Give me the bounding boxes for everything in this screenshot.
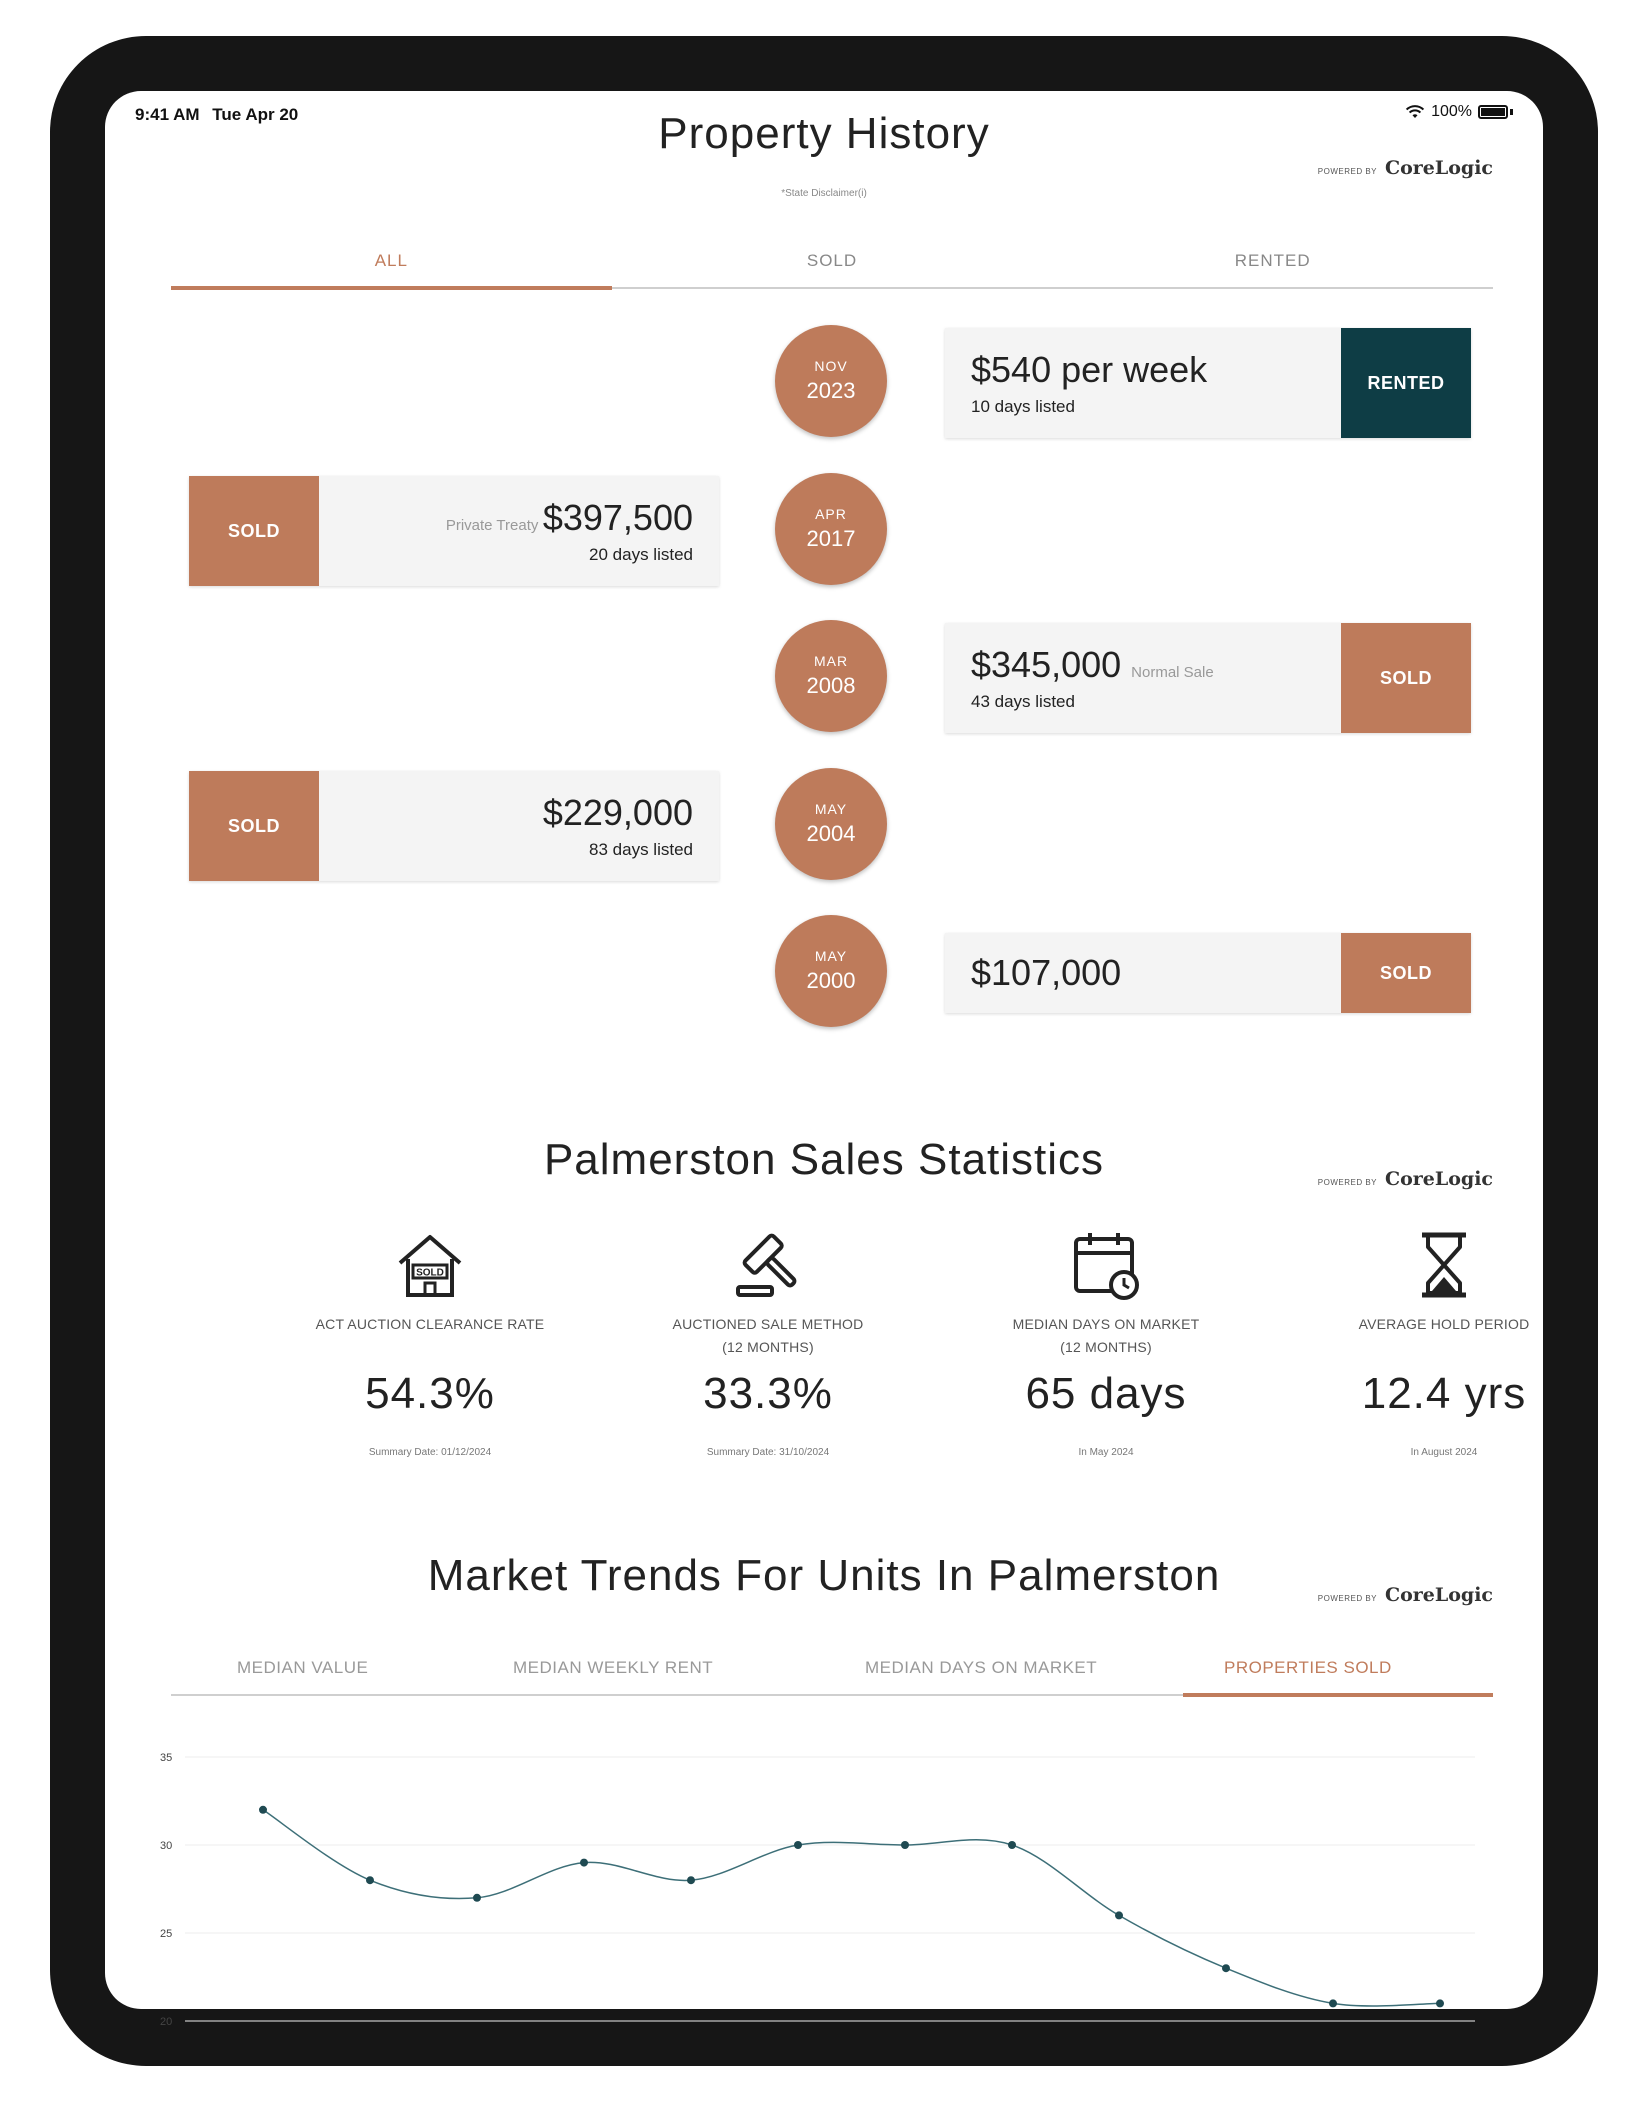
rented-badge: RENTED xyxy=(1341,328,1471,438)
calendar-clock-icon xyxy=(1070,1229,1142,1301)
tab-rented[interactable]: RENTED xyxy=(1234,251,1311,270)
data-point[interactable] xyxy=(1115,1911,1123,1919)
history-tabs xyxy=(171,251,1493,289)
market-section-title: Market Trends For Units In Palmerston xyxy=(427,1551,1221,1600)
data-point[interactable] xyxy=(1436,1999,1444,2007)
battery-percent: 100% xyxy=(1431,103,1472,120)
corelogic-logo: POWERED BY CoreLogic xyxy=(1317,1584,1493,1606)
history-price: $397,500 xyxy=(542,497,693,538)
history-card-rented[interactable] xyxy=(945,328,1471,438)
history-card-sold[interactable] xyxy=(189,476,719,586)
stat-label: MEDIAN DAYS ON MARKET (12 MONTHS) xyxy=(1012,1316,1200,1355)
tab-all[interactable]: ALL xyxy=(171,251,612,287)
y-tick-label: 25 xyxy=(160,1928,173,1940)
data-point[interactable] xyxy=(1222,1964,1230,1972)
stats-section-title: Palmerston Sales Statistics xyxy=(543,1135,1105,1184)
data-point[interactable] xyxy=(1008,1841,1016,1849)
stat-note: In August 2024 xyxy=(1410,1447,1478,1458)
y-tick-label: 20 xyxy=(160,2016,173,2028)
data-point[interactable] xyxy=(259,1806,267,1814)
hourglass-icon xyxy=(1408,1229,1480,1301)
device-screen xyxy=(105,91,1543,2028)
timeline-date-circle: NOV 2023 xyxy=(775,325,887,437)
timeline-date-circle: APR 2017 xyxy=(775,473,887,585)
corelogic-logo: POWERED BY CoreLogic xyxy=(1317,157,1493,179)
data-point[interactable] xyxy=(580,1859,588,1867)
history-card-sold[interactable] xyxy=(189,771,719,881)
active-tab-indicator xyxy=(1183,1693,1493,1697)
history-price: $229,000 xyxy=(542,792,693,833)
page-title: Property History xyxy=(658,109,990,158)
stat-note: Summary Date: 31/10/2024 xyxy=(706,1447,830,1458)
tab-properties-sold[interactable]: PROPERTIES SOLD xyxy=(1224,1658,1392,1677)
sale-method: Normal Sale xyxy=(1131,664,1214,681)
stat-auction-method xyxy=(603,1229,933,1458)
tab-median-weekly-rent[interactable]: MEDIAN WEEKLY RENT xyxy=(513,1658,714,1677)
house-sold-icon xyxy=(394,1229,466,1301)
stat-note: In May 2024 xyxy=(1078,1447,1134,1458)
stat-hold-period xyxy=(1279,1229,1609,1458)
status-date: Tue Apr 20 xyxy=(212,105,299,124)
tab-median-days-on-market[interactable]: MEDIAN DAYS ON MARKET xyxy=(865,1658,1098,1677)
gavel-icon xyxy=(732,1229,804,1301)
history-card-sold[interactable] xyxy=(945,623,1471,733)
timeline-date-circle: MAY 2000 xyxy=(775,915,887,1027)
data-point[interactable] xyxy=(687,1876,695,1884)
stat-label: AVERAGE HOLD PERIOD xyxy=(1358,1316,1530,1332)
state-disclaimer-link[interactable]: *State Disclaimer(i) xyxy=(781,188,867,199)
data-point[interactable] xyxy=(901,1841,909,1849)
history-days-listed: 43 days listed xyxy=(971,692,1075,711)
sold-badge: SOLD xyxy=(1341,623,1471,733)
stat-value: 33.3% xyxy=(703,1369,833,1418)
market-tabs xyxy=(171,1658,1493,1696)
history-price: $345,000 xyxy=(971,644,1122,685)
tab-median-value[interactable]: MEDIAN VALUE xyxy=(237,1658,369,1677)
data-point[interactable] xyxy=(366,1876,374,1884)
stat-label: ACT AUCTION CLEARANCE RATE xyxy=(315,1316,545,1332)
sold-badge: SOLD xyxy=(189,771,319,881)
status-time: 9:41 AM xyxy=(135,105,200,124)
history-days-listed: 10 days listed xyxy=(971,397,1075,416)
history-days-listed: 83 days listed xyxy=(589,840,693,859)
stat-note: Summary Date: 01/12/2024 xyxy=(368,1447,492,1458)
timeline-date-circle: MAR 2008 xyxy=(775,620,887,732)
stat-value: 65 days xyxy=(1025,1369,1187,1418)
data-point[interactable] xyxy=(794,1841,802,1849)
sold-badge: SOLD xyxy=(1341,933,1471,1013)
corelogic-logo: POWERED BY CoreLogic xyxy=(1317,1168,1493,1190)
properties-sold-chart xyxy=(105,1731,1543,2028)
history-price: $107,000 xyxy=(971,952,1122,993)
svg-text:SOLD: SOLD xyxy=(416,1267,444,1279)
series-line xyxy=(263,1810,1440,2006)
tab-sold[interactable]: SOLD xyxy=(806,251,858,270)
history-card-sold[interactable] xyxy=(945,933,1471,1013)
y-tick-label: 30 xyxy=(160,1840,173,1852)
data-point[interactable] xyxy=(1329,1999,1337,2007)
stat-label: AUCTIONED SALE METHOD (12 MONTHS) xyxy=(672,1316,864,1355)
stat-clearance-rate xyxy=(265,1229,595,1458)
stat-days-on-market xyxy=(941,1229,1271,1458)
history-days-listed: 20 days listed xyxy=(589,545,693,564)
timeline-date-circle: MAY 2004 xyxy=(775,768,887,880)
sale-method: Private Treaty xyxy=(445,517,539,534)
sold-badge: SOLD xyxy=(189,476,319,586)
y-tick-label: 35 xyxy=(160,1752,173,1764)
stat-value: 54.3% xyxy=(365,1369,495,1418)
stat-value: 12.4 yrs xyxy=(1361,1369,1527,1418)
data-point[interactable] xyxy=(473,1894,481,1902)
history-price: $540 per week xyxy=(971,349,1208,390)
